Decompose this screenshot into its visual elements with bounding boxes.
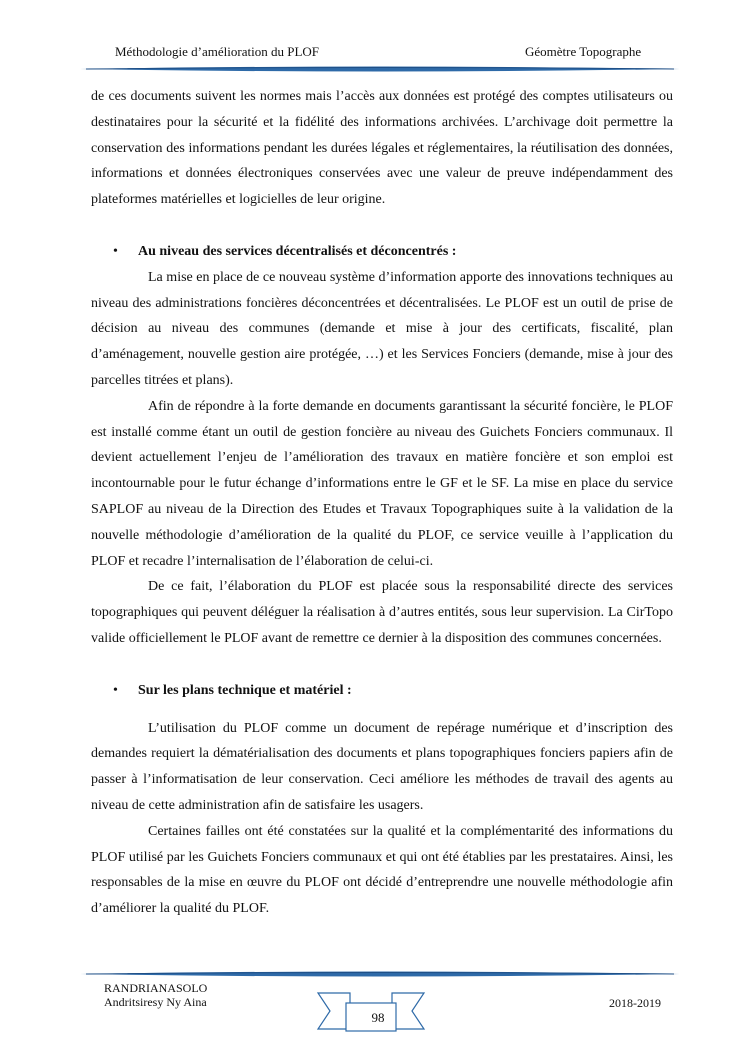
paragraph-continued: de ces documents suivent les normes mais l’accès aux données est protégé des comptes utilisateurs ou destinataires pour la sécurité et la fidélité des informations archivées. L’archivage doit permettre la conservation des informations pendant les durées légales et réglementaires, la réutilisation des données, informations et données électroniques conservées avec une valeur de preuve indépendamment des plateformes matérielles et logicielles de leur origine. — [91, 89, 673, 208]
bullet-dot: • — [113, 243, 118, 259]
header-title: Méthodologie d’amélioration du PLOF — [115, 44, 320, 59]
bullet-heading-text: Au niveau des services décentralisés et déconcentrés : — [138, 243, 457, 259]
bullet-dot: • — [113, 682, 118, 698]
paragraph: Certaines failles ont été constatées sur la qualité et la complémentarité des informations du PLOF utilisé par les Guichets Fonciers communaux et qui ont été établies par les prestataires. Ainsi, les responsables de la mise en œuvre du PLOF ont décidé d’entreprendre une nouvelle méthodologie afin d’améliorer la qualité du PLOF. — [91, 823, 673, 917]
author-surname: RANDRIANASOLO — [104, 981, 208, 995]
bullet-heading-technique — [91, 678, 673, 704]
bullet-heading-text: Sur les plans technique et matériel : — [138, 682, 352, 698]
header-divider — [80, 64, 680, 74]
paragraph: De ce fait, l’élaboration du PLOF est placée sous la responsabilité directe des services topographiques qui peuvent déléguer la réalisation à d’autres entités, sous leur supervision. La CirTopo valide officiellement le PLOF avant de remettre ce dernier à la disposition des communes concernées. — [91, 579, 673, 646]
bullet-heading-services — [91, 239, 673, 265]
author-given-name: Andritsiresy Ny Aina — [104, 995, 207, 1009]
page-body — [91, 84, 673, 922]
header-subtitle: Géomètre Topographe — [525, 44, 642, 59]
footer-year: 2018-2019 — [609, 996, 661, 1010]
paragraph: Afin de répondre à la forte demande en documents garantissant la sécurité foncière, le PLOF est installé comme étant un outil de gestion foncière au niveau des Guichets Fonciers communaux. Il devient actuellement l’enjeu de l’amélioration des travaux en matière foncière et son emploi est incontournable pour le futur échange d’informations entre le GF et le SF. La mise en place du service SAPLOF au niveau de la Direction des Etudes et Travaux Topographiques suite à la validation de la nouvelle méthodologie d’amélioration de la qualité du PLOF, ce service veuille à l’application du PLOF et recadre l’internalisation de l’élaboration de celui-ci. — [91, 398, 673, 569]
footer-divider — [80, 969, 680, 979]
footer-author — [104, 981, 207, 1009]
page-number: 98 — [371, 1010, 385, 1025]
paragraph: La mise en place de ce nouveau système d’information apporte des innovations techniques au niveau des administrations foncières déconcentrées et décentralisées. Le PLOF est un outil de prise de décision au niveau des communes (demande et mise à jour des certificats, fiscalité, plan d’aménagement, nouvelle gestion aire protégée, …) et les Services Fonciers (demande, mise à jour des parcelles titrées et plans). — [91, 269, 673, 388]
paragraph: L’utilisation du PLOF comme un document de repérage numérique et d’inscription des demandes requiert la dématérialisation des documents et plans topographiques fonciers papiers afin de passer à l’informatisation de leur conservation. Ceci améliore les méthodes de travail des agents au niveau de cette administration afin de satisfaire les usagers. — [91, 720, 673, 813]
